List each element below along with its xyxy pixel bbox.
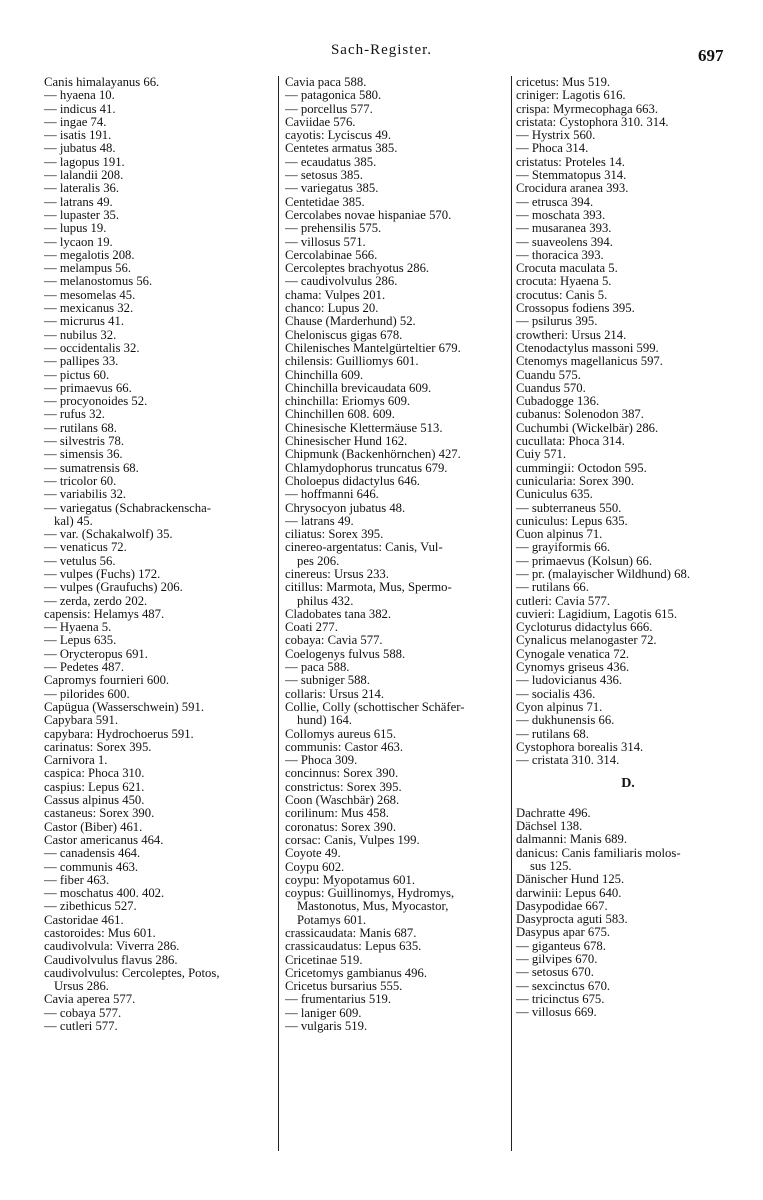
index-entry: Castoridae 461.	[44, 913, 124, 927]
index-entry: — subniger 588.	[285, 674, 370, 688]
index-entry: — pilorides 600.	[44, 687, 130, 701]
index-entry: Canis himalayanus 66.	[44, 76, 160, 89]
index-entry: Caviidae 576.	[285, 115, 356, 129]
index-entry: — vulgaris 519.	[285, 1020, 368, 1034]
index-entry: — ecaudatus 385.	[285, 155, 377, 169]
index-entry: Chinesische Klettermäuse 513.	[285, 421, 443, 435]
index-entry: Chinchillen 608. 609.	[285, 408, 395, 422]
index-entry: Cuiy 571.	[516, 448, 567, 462]
index-entry: — sexcinctus 670.	[516, 979, 611, 993]
index-entry-continuation: hund) 164.	[297, 714, 352, 728]
index-entry: — hoffmanni 646.	[285, 488, 379, 502]
index-entry: — porcellus 577.	[285, 102, 373, 116]
index-entry: chilensis: Guilliomys 601.	[285, 355, 419, 369]
index-entry: Cricetomys gambianus 496.	[285, 966, 428, 980]
index-entry-continuation: kal) 45.	[54, 514, 93, 528]
index-entry: — socialis 436.	[516, 687, 596, 701]
index-entry: collaris: Ursus 214.	[285, 687, 385, 701]
index-entry: — Hyaena 5.	[44, 621, 112, 635]
index-entry: cuvieri: Lagidium, Lagotis 615.	[516, 607, 678, 621]
index-entry: Cynalicus melanogaster 72.	[516, 634, 657, 648]
index-entry: — lateralis 36.	[44, 182, 120, 196]
index-entry: crocuta: Hyaena 5.	[516, 275, 612, 289]
index-entry: — mesomelas 45.	[44, 288, 136, 302]
section-letter: D.	[621, 776, 635, 792]
index-entry: cristatus: Proteles 14.	[516, 155, 625, 169]
index-entry: Cavia paca 588.	[285, 76, 367, 89]
index-entry: Chinesischer Hund 162.	[285, 435, 408, 449]
index-entry-continuation: pes 206.	[297, 554, 340, 568]
index-entry: — Orycteropus 691.	[44, 647, 148, 661]
index-entry: cummingii: Octodon 595.	[516, 461, 647, 475]
index-entry: Crocidura aranea 393.	[516, 182, 629, 196]
index-entry: Coon (Waschbär) 268.	[285, 794, 400, 808]
index-entry: Cercolabinae 566.	[285, 248, 378, 262]
index-entry: Cavia aperea 577.	[44, 993, 136, 1007]
index-entry: — Lepus 635.	[44, 634, 117, 648]
index-entry: crispa: Myrmecophaga 663.	[516, 102, 658, 116]
index-entry: — tricinctus 675.	[516, 992, 605, 1006]
index-entry: — isatis 191.	[44, 129, 112, 143]
index-entry: caspica: Phoca 310.	[44, 767, 145, 781]
index-entry: Cuniculus 635.	[516, 488, 593, 502]
index-entry: Centetidae 385.	[285, 195, 365, 209]
index-entry: — grayiformis 66.	[516, 541, 611, 555]
index-entry: Dächsel 138.	[516, 820, 583, 834]
index-entry: capybara: Hydrochoerus 591.	[44, 727, 194, 741]
index-entry: Cuon alpinus 71.	[516, 528, 603, 542]
index-entry: cinereus: Ursus 233.	[285, 567, 389, 581]
index-entry: chama: Vulpes 201.	[285, 288, 386, 302]
index-entry: coronatus: Sorex 390.	[285, 820, 396, 834]
index-entry: — variegatus (Schabrackenscha-	[44, 501, 211, 515]
index-entry: Choloepus didactylus 646.	[285, 474, 420, 488]
index-entry: Ctenomys magellanicus 597.	[516, 355, 663, 369]
index-entry: — villosus 571.	[285, 235, 366, 249]
index-entry: — primaevus (Kolsun) 66.	[516, 554, 653, 568]
index-entry: Cynomys griseus 436.	[516, 661, 630, 675]
index-entry: — paca 588.	[285, 661, 350, 675]
index-entry: cricetus: Mus 519.	[516, 76, 611, 89]
index-entry: — patagonica 580.	[285, 89, 382, 103]
index-entry: Coypu 602.	[285, 860, 345, 874]
index-entry: — gilvipes 670.	[516, 953, 598, 966]
index-entry: Caudivolvulus flavus 286.	[44, 953, 178, 967]
index-entry-continuation: Mastonotus, Mus, Myocastor,	[297, 900, 449, 914]
index-entry-continuation: Potamys 601.	[297, 913, 367, 927]
index-entry: Dänischer Hund 125.	[516, 873, 625, 887]
index-entry: Capybara 591.	[44, 714, 118, 728]
index-entry: caudivolvula: Viverra 286.	[44, 940, 180, 954]
index-entry: — variabilis 32.	[44, 488, 127, 502]
index-entry: — latrans 49.	[44, 195, 113, 209]
index-entry: Capügua (Wasserschwein) 591.	[44, 700, 204, 714]
index-entry: Capromys fournieri 600.	[44, 674, 170, 688]
index-entry: carinatus: Sorex 395.	[44, 740, 152, 754]
index-entry: — zibethicus 527.	[44, 900, 137, 914]
index-entry: Cercoleptes brachyotus 286.	[285, 262, 430, 276]
index-entry: — communis 463.	[44, 860, 139, 874]
index-entry: — Phoca 309.	[285, 754, 358, 768]
index-entry: Cuchumbi (Wickelbär) 286.	[516, 421, 659, 435]
index-entry: Cercolabes novae hispaniae 570.	[285, 208, 452, 222]
index-entry: Crossopus fodiens 395.	[516, 302, 635, 316]
index-entry: — variegatus 385.	[285, 182, 379, 196]
index-entry: ciliatus: Sorex 395.	[285, 528, 384, 542]
index-entry: Centetes armatus 385.	[285, 142, 398, 156]
index-entry: coypus: Guillinomys, Hydromys,	[285, 887, 455, 901]
index-entry: — indicus 41.	[44, 102, 116, 116]
index-entry: Chause (Marderhund) 52.	[285, 315, 416, 329]
index-entry: chanco: Lupus 20.	[285, 302, 379, 316]
index-entry: cinereo-argentatus: Canis, Vul-	[285, 541, 443, 555]
index-entry: castaneus: Sorex 390.	[44, 807, 155, 821]
index-entry: crassicaudatus: Lepus 635.	[285, 940, 422, 954]
index-entry: Dasyprocta aguti 583.	[516, 913, 628, 927]
index-entry: — lycaon 19.	[44, 235, 113, 249]
index-entry: — jubatus 48.	[44, 142, 116, 156]
index-entry: Coati 277.	[285, 621, 338, 635]
index-column-1	[44, 76, 270, 1151]
index-entry: — silvestris 78.	[44, 435, 125, 449]
index-entry: Cuandus 570.	[516, 381, 586, 395]
index-entry: coypu: Myopotamus 601.	[285, 873, 416, 887]
index-entry: Chlamydophorus truncatus 679.	[285, 461, 448, 475]
index-entry: criniger: Lagotis 616.	[516, 89, 626, 103]
index-entry: — melanostomus 56.	[44, 275, 153, 289]
index-entry: cuniculus: Lepus 635.	[516, 514, 628, 528]
index-entry: — caudivolvulus 286.	[285, 275, 398, 289]
index-entry: — simensis 36.	[44, 448, 123, 462]
index-entry: — Hystrix 560.	[516, 129, 596, 143]
index-entry: — setosus 385.	[285, 169, 363, 183]
index-entry: Cladobates tana 382.	[285, 607, 392, 621]
index-entry: — cobaya 577.	[44, 1006, 122, 1020]
index-entry: — moschata 393.	[516, 208, 606, 222]
index-entry: — thoracica 393.	[516, 248, 604, 262]
index-entry: — vulpes (Graufuchs) 206.	[44, 581, 183, 595]
index-entry: Cystophora borealis 314.	[516, 740, 644, 754]
index-entry: — ludovicianus 436.	[516, 674, 623, 688]
index-column-2	[278, 76, 513, 1151]
index-entry: Chilenisches Mantelgürteltier 679.	[285, 341, 461, 355]
index-entry: — vetulus 56.	[44, 554, 116, 568]
index-entry: Dachratte 496.	[516, 806, 591, 820]
index-entry: — procyonoides 52.	[44, 395, 148, 409]
index-entry: — etrusca 394.	[516, 195, 594, 209]
index-entry: — giganteus 678.	[516, 939, 606, 953]
index-entry: — rutilans 68.	[516, 727, 589, 741]
index-entry: corsac: Canis, Vulpes 199.	[285, 833, 420, 847]
index-entry: — canadensis 464.	[44, 847, 141, 861]
index-entry: — suaveolens 394.	[516, 235, 613, 249]
index-entry: Cuandu 575.	[516, 368, 581, 382]
index-entry: — fiber 463.	[44, 873, 110, 887]
index-entry: Coyote 49.	[285, 847, 341, 861]
index-entry: — frumentarius 519.	[285, 993, 392, 1007]
index-entry: — psilurus 395.	[516, 315, 598, 329]
index-entry: — Pedetes 487.	[44, 661, 124, 675]
index-entry-continuation: Ursus 286.	[54, 980, 109, 994]
index-entry: — occidentalis 32.	[44, 341, 140, 355]
index-entry: Cassus alpinus 450.	[44, 794, 145, 808]
index-entry: cobaya: Cavia 577.	[285, 634, 383, 648]
index-entry: Collie, Colly (schottischer Schäfer-	[285, 700, 465, 714]
index-entry: Crocuta maculata 5.	[516, 262, 618, 276]
index-entry: danicus: Canis familiaris molos-	[516, 846, 681, 860]
index-entry: Dasypus apar 675.	[516, 926, 611, 940]
index-entry: — dukhunensis 66.	[516, 714, 615, 728]
index-entry: — Phoca 314.	[516, 142, 589, 156]
index-entry: — pictus 60.	[44, 368, 110, 382]
index-entry: corilinum: Mus 458.	[285, 807, 389, 821]
index-entry: castoroides: Mus 601.	[44, 927, 156, 940]
index-entry: — Stemmatopus 314.	[516, 169, 627, 183]
index-entry: — moschatus 400. 402.	[44, 887, 165, 901]
index-entry: — micrurus 41.	[44, 315, 124, 329]
index-entry: Castor americanus 464.	[44, 833, 164, 847]
index-entry: capensis: Helamys 487.	[44, 607, 165, 621]
index-entry: — vulpes (Fuchs) 172.	[44, 567, 161, 581]
index-entry: — zerda, zerdo 202.	[44, 594, 148, 608]
index-entry: — megalotis 208.	[44, 248, 135, 262]
index-entry: chinchilla: Eriomys 609.	[285, 395, 411, 409]
index-entry: Collomys aureus 615.	[285, 727, 397, 741]
index-entry: — melampus 56.	[44, 262, 132, 276]
index-entry: — mexicanus 32.	[44, 302, 134, 316]
index-entry: crocutus: Canis 5.	[516, 288, 608, 302]
index-entry: citillus: Marmota, Mus, Spermo-	[285, 581, 452, 595]
index-entry: — rutilans 66.	[516, 581, 589, 595]
index-entry: crassicaudata: Manis 687.	[285, 927, 417, 940]
index-entry: Coelogenys fulvus 588.	[285, 647, 406, 661]
index-entry: — tricolor 60.	[44, 474, 117, 488]
index-entry: Cycloturus didactylus 666.	[516, 621, 653, 635]
index-entry: — setosus 670.	[516, 966, 594, 980]
index-entry: Ctenodactylus massoni 599.	[516, 341, 659, 355]
index-entry: — rutilans 68.	[44, 421, 117, 435]
page-header-title: Sach-Register.	[330, 42, 433, 58]
index-entry: — pr. (malayischer Wildhund) 68.	[516, 567, 691, 581]
index-entry: — subterraneus 550.	[516, 501, 622, 515]
index-entry: — primaevus 66.	[44, 381, 132, 395]
index-entry: — laniger 609.	[285, 1006, 362, 1020]
index-entry: — musaranea 393.	[516, 222, 612, 236]
index-entry: cubanus: Solenodon 387.	[516, 408, 644, 422]
index-entry: Chipmunk (Backenhörnchen) 427.	[285, 448, 461, 462]
index-entry: — nubilus 32.	[44, 328, 117, 342]
page-number: 697	[698, 46, 724, 65]
index-entry: Castor (Biber) 461.	[44, 820, 143, 834]
index-entry: — lagopus 191.	[44, 155, 125, 169]
index-entry: communis: Castor 463.	[285, 740, 404, 754]
index-column-3	[511, 76, 740, 1151]
index-entry: — lalandii 208.	[44, 169, 124, 183]
index-entry: darwinii: Lepus 640.	[516, 886, 622, 900]
index-entry: — lupaster 35.	[44, 208, 120, 222]
index-entry: cucullata: Phoca 314.	[516, 435, 625, 449]
index-entry: caspius: Lepus 621.	[44, 780, 145, 794]
index-entry: concinnus: Sorex 390.	[285, 767, 399, 781]
index-entry: Cyon alpinus 71.	[516, 700, 603, 714]
index-entry: Cheloniscus gigas 678.	[285, 328, 403, 342]
index-entry: — var. (Schakalwolf) 35.	[44, 528, 173, 542]
index-entry: — rufus 32.	[44, 408, 105, 422]
index-entry-continuation: sus 125.	[530, 859, 572, 873]
index-entry: — pallipes 33.	[44, 355, 119, 369]
index-entry: — cutleri 577.	[44, 1020, 118, 1034]
index-entry: cutleri: Cavia 577.	[516, 594, 611, 608]
index-entry: Carnivora 1.	[44, 754, 108, 768]
index-entry: Chinchilla brevicaudata 609.	[285, 381, 432, 395]
index-entry: cristata: Cystophora 310. 314.	[516, 115, 669, 129]
index-entry: — venaticus 72.	[44, 541, 127, 555]
index-entry: Cynogale venatica 72.	[516, 647, 630, 661]
index-entry-continuation: philus 432.	[297, 594, 354, 608]
index-entry: Chinchilla 609.	[285, 368, 364, 382]
index-entry: — prehensilis 575.	[285, 222, 382, 236]
index-entry: Chrysocyon jubatus 48.	[285, 501, 406, 515]
index-entry: — cristata 310. 314.	[516, 754, 620, 768]
index-entry: — lupus 19.	[44, 222, 107, 236]
index-entry: caudivolvulus: Cercoleptes, Potos,	[44, 966, 220, 980]
index-entry: Dasypodidae 667.	[516, 899, 608, 913]
index-entry: — hyaena 10.	[44, 89, 115, 103]
index-entry: — ingae 74.	[44, 115, 107, 129]
index-entry: Cricetinae 519.	[285, 953, 363, 967]
index-entry: Cricetus bursarius 555.	[285, 980, 403, 994]
index-entry: — villosus 669.	[516, 1006, 597, 1020]
index-entry: Cubadogge 136.	[516, 395, 600, 409]
index-entry: constrictus: Sorex 395.	[285, 780, 402, 794]
index-entry: cayotis: Lyciscus 49.	[285, 129, 392, 143]
index-entry: dalmanni: Manis 689.	[516, 833, 628, 847]
index-entry: — latrans 49.	[285, 514, 354, 528]
index-entry: crowtheri: Ursus 214.	[516, 328, 627, 342]
index-entry: — sumatrensis 68.	[44, 461, 139, 475]
index-entry: cunicularia: Sorex 390.	[516, 474, 635, 488]
